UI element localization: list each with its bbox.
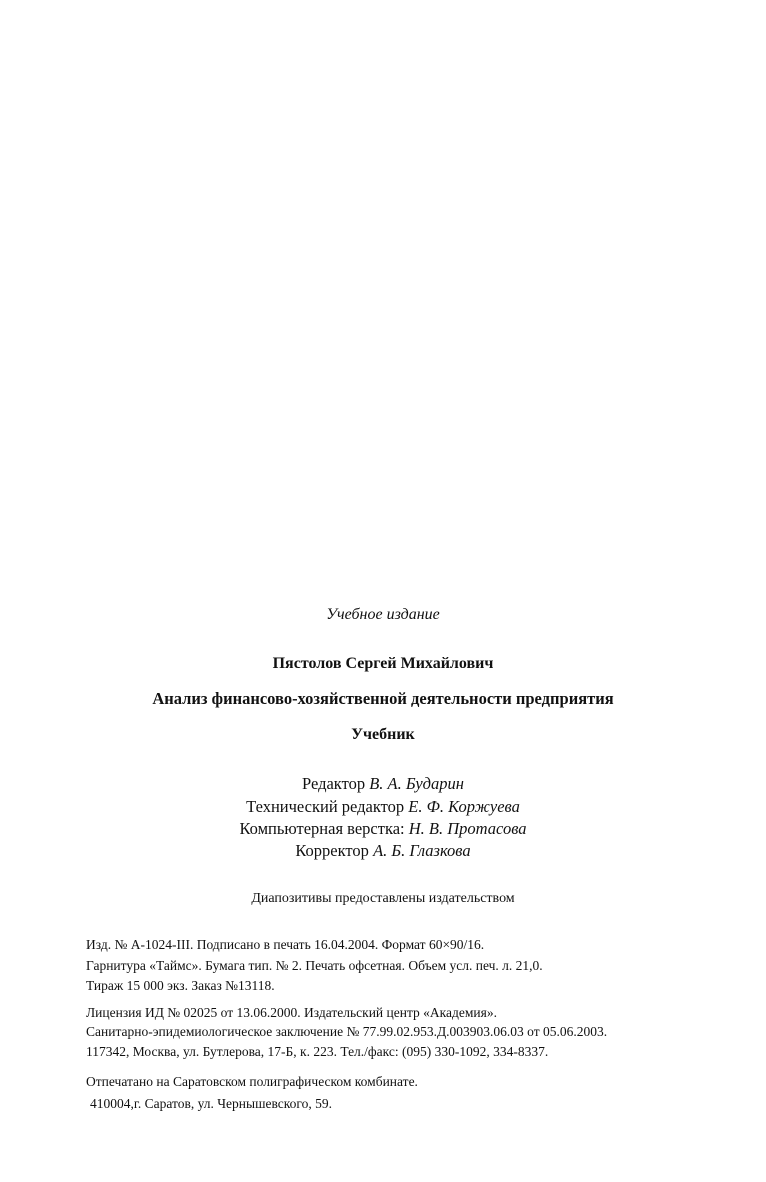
imprint-line: Гарнитура «Таймс». Бумага тип. № 2. Печать офсетная. Объем усл. печ. л. 21,0.	[86, 958, 543, 973]
imprint-line: Тираж 15 000 экз. Заказ №13118.	[86, 978, 275, 993]
imprint-line: 117342, Москва, ул. Бутлерова, 17-Б, к. 223. Тел./факс: (095) 330-1092, 334-8337.	[86, 1044, 549, 1059]
credit-proofreader	[0, 843, 766, 860]
credit-person: Е. Ф. Коржуева	[408, 797, 520, 816]
book-title: Анализ финансово-хозяйственной деятельности предприятия	[152, 689, 614, 708]
edition-type-label: Учебное издание	[326, 606, 440, 623]
imprint-line: Лицензия ИД № 02025 от 13.06.2000. Издательский центр «Академия».	[86, 1005, 497, 1020]
credit-layout	[0, 821, 766, 838]
credit-person: В. А. Бударин	[369, 774, 464, 793]
credit-role: Корректор	[295, 841, 369, 860]
slides-note: Диапозитивы предоставлены издательством	[251, 891, 515, 906]
credit-role: Компьютерная верстка:	[239, 819, 405, 838]
imprint-line: Изд. № А-1024-III. Подписано в печать 16.04.2004. Формат 60×90/16.	[86, 937, 485, 952]
credit-role: Технический редактор	[246, 797, 405, 816]
imprint-line: 410004,г. Саратов, ул. Чернышевского, 59.	[90, 1096, 332, 1111]
credit-editor	[0, 776, 766, 793]
imprint-line: Отпечатано на Саратовском полиграфическом комбинате.	[86, 1074, 418, 1089]
book-kind-label: Учебник	[351, 726, 415, 743]
credit-technical-editor	[0, 799, 766, 816]
credit-person: Н. В. Протасова	[408, 819, 527, 838]
imprint-line: Санитарно-эпидемиологическое заключение № 77.99.02.953.Д.003903.06.03 от 05.06.2003.	[86, 1024, 608, 1039]
credit-person: А. Б. Глазкова	[373, 841, 471, 860]
credit-role: Редактор	[302, 774, 366, 793]
author-name: Пястолов Сергей Михайлович	[272, 655, 494, 672]
